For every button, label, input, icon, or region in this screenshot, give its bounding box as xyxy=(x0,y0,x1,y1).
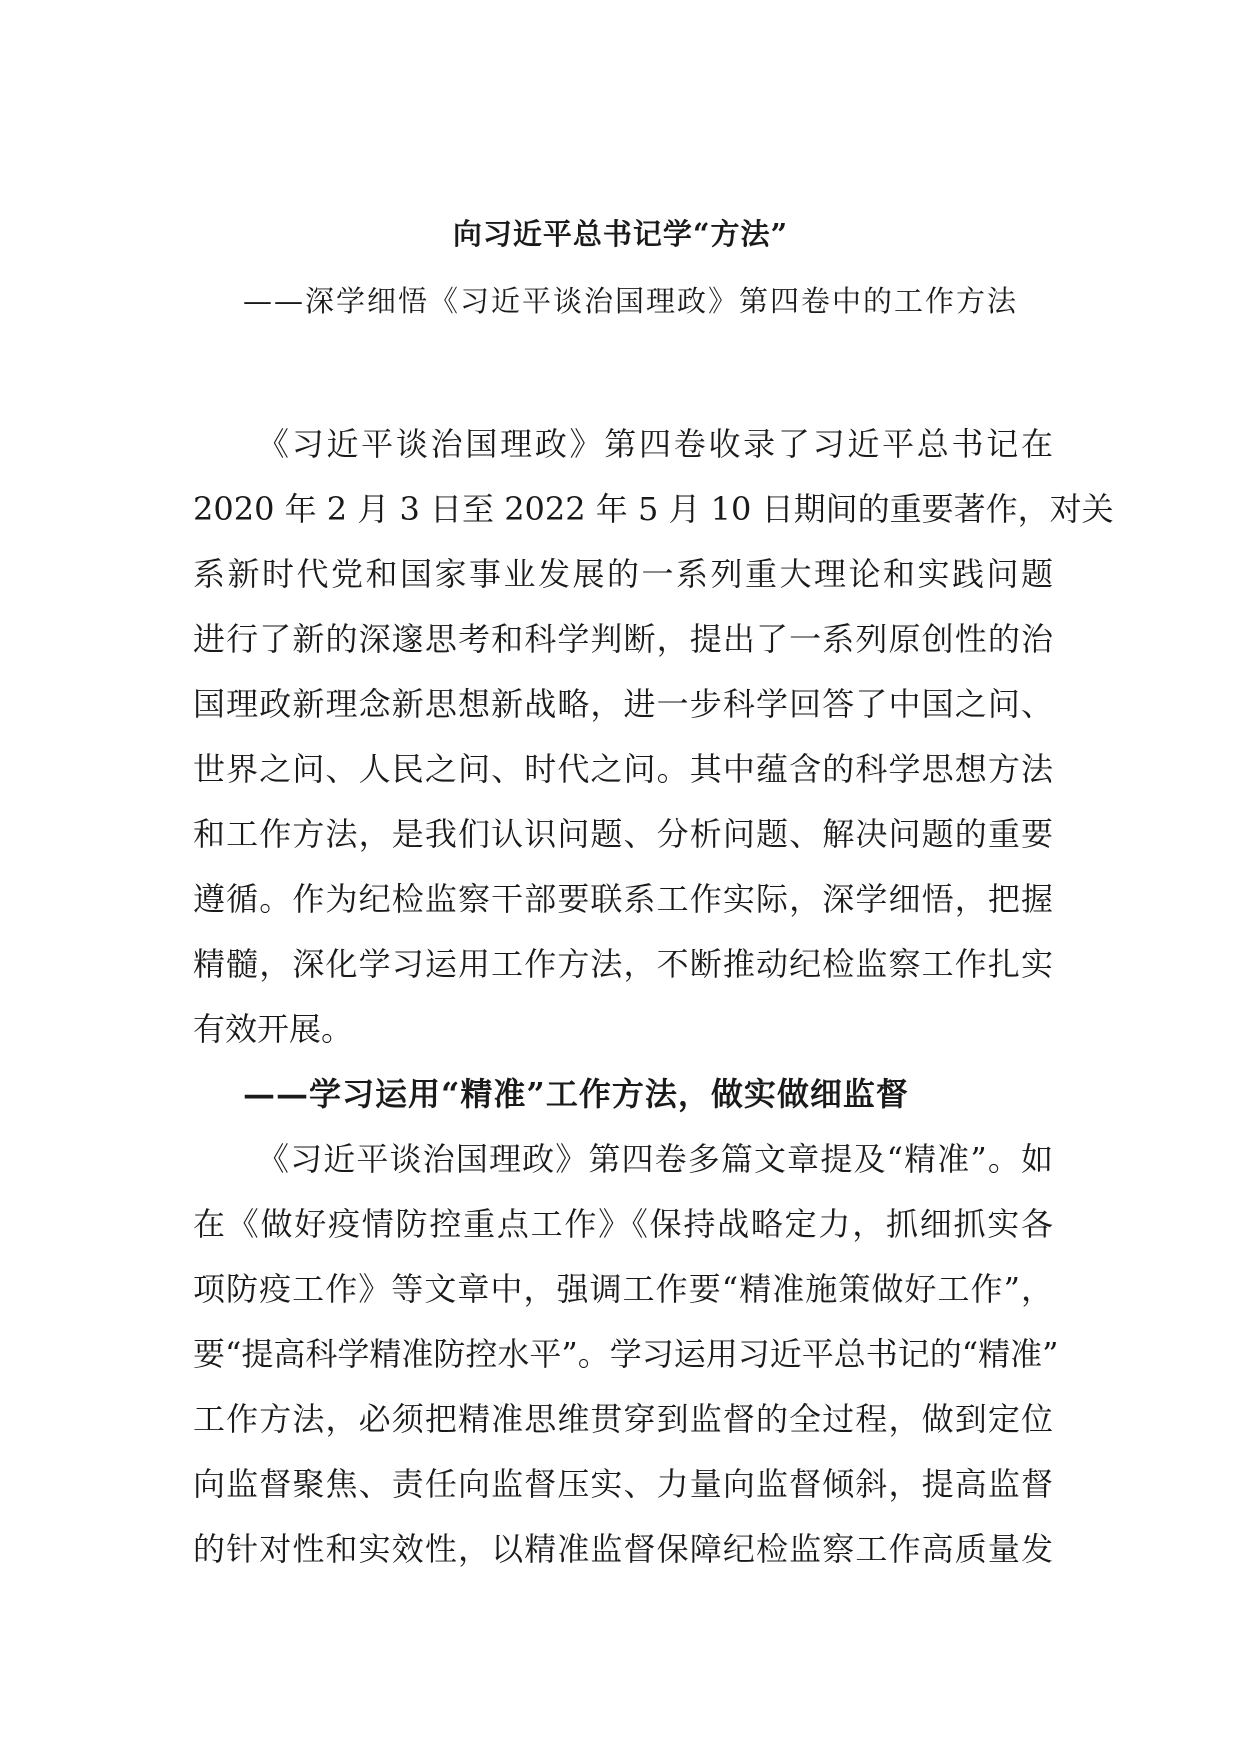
paragraph-line: 系新时代党和国家事业发展的一系列重大理论和实践问题 xyxy=(193,555,1053,593)
paragraph-line: 的针对性和实效性，以精准监督保障纪检监察工作高质量发 xyxy=(193,1530,1053,1568)
paragraph-line: 进行了新的深邃思考和科学判断，提出了一系列原创性的治 xyxy=(193,620,1053,658)
paragraph-line: 2020 年 2 月 3 日至 2022 年 5 月 10 日期间的重要著作，对关 xyxy=(193,490,1114,528)
section-heading: ——学习运用“精准”工作方法，做实做细监督 xyxy=(243,1075,909,1113)
paragraph-line: 在《做好疫情防控重点工作》《保持战略定力，抓细抓实各 xyxy=(193,1205,1053,1243)
paragraph-line: 遵循。作为纪检监察干部要联系工作实际，深学细悟，把握 xyxy=(193,880,1053,918)
paragraph-line: 有效开展。 xyxy=(193,1010,354,1048)
paragraph-line: 工作方法，必须把精准思维贯穿到监督的全过程，做到定位 xyxy=(193,1400,1053,1438)
document-subtitle: ——深学细悟《习近平谈治国理政》第四卷中的工作方法 xyxy=(242,284,1018,318)
paragraph-line: 和工作方法，是我们认识问题、分析问题、解决问题的重要 xyxy=(193,815,1053,853)
paragraph-line: 国理政新理念新思想新战略，进一步科学回答了中国之问、 xyxy=(193,685,1053,723)
paragraph-line: 精髓，深化学习运用工作方法，不断推动纪检监察工作扎实 xyxy=(193,945,1053,983)
paragraph-line: 世界之问、人民之问、时代之问。其中蕴含的科学思想方法 xyxy=(193,750,1053,788)
paragraph-line: 要“提高科学精准防控水平”。学习运用习近平总书记的“精准” xyxy=(193,1335,1059,1373)
paragraph-line: 向监督聚焦、责任向监督压实、力量向监督倾斜，提高监督 xyxy=(193,1465,1053,1503)
paragraph-line: 《习近平谈治国理政》第四卷多篇文章提及“精准”。如 xyxy=(257,1140,1053,1178)
paragraph-line: 《习近平谈治国理政》第四卷收录了习近平总书记在 xyxy=(257,425,1053,463)
document-body xyxy=(193,412,1114,1582)
document-title: 向习近平总书记学“方法” xyxy=(452,217,789,251)
paragraph-line: 项防疫工作》等文章中，强调工作要“精准施策做好工作”， xyxy=(193,1270,1053,1308)
